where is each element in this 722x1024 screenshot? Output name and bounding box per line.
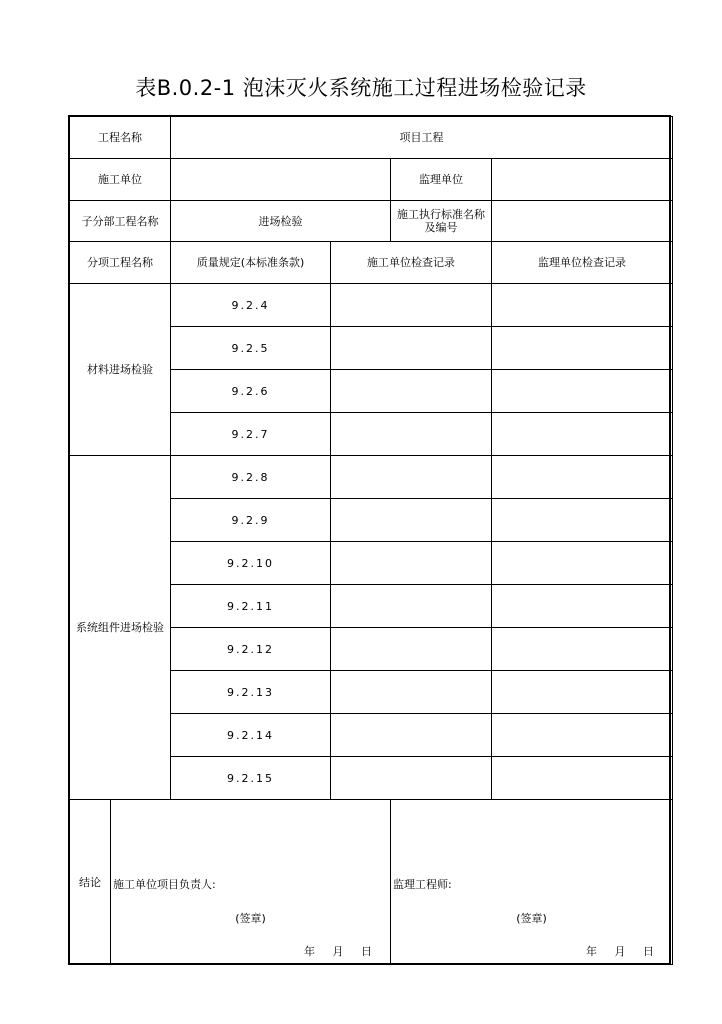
clause-number: 9.2.9 <box>171 499 331 542</box>
inspection-row <box>70 456 673 499</box>
conclusion-supervision-cell[interactable] <box>391 800 673 965</box>
conclusion-label: 结论 <box>70 800 111 965</box>
conclusion-row <box>70 800 673 965</box>
supervision-record-cell[interactable] <box>492 499 673 542</box>
supervision-signer-label: 监理工程师: <box>393 878 452 891</box>
supervision-record-cell[interactable] <box>492 413 673 456</box>
supervision-unit-value[interactable] <box>492 159 673 201</box>
standard-value[interactable] <box>492 201 673 242</box>
construction-record-cell[interactable] <box>331 542 492 585</box>
construction-record-cell[interactable] <box>331 284 492 327</box>
supervision-date: 年 月 日 <box>586 945 654 958</box>
supervision-record-cell[interactable] <box>492 327 673 370</box>
construction-record-cell[interactable] <box>331 413 492 456</box>
clause-number: 9.2.6 <box>171 370 331 413</box>
supervision-record-cell[interactable] <box>492 628 673 671</box>
clause-number: 9.2.4 <box>171 284 331 327</box>
supervision-record-cell[interactable] <box>492 542 673 585</box>
clause-number: 9.2.5 <box>171 327 331 370</box>
construction-seal: (签章) <box>235 912 266 925</box>
construction-record-cell[interactable] <box>331 370 492 413</box>
supervision-record-cell[interactable] <box>492 585 673 628</box>
group-name: 材料进场检验 <box>70 284 171 456</box>
sub-project-value[interactable]: 进场检验 <box>171 201 391 242</box>
construction-record-cell[interactable] <box>331 585 492 628</box>
supervision-record-cell[interactable] <box>492 671 673 714</box>
supervision-seal: (签章) <box>516 912 547 925</box>
construction-record-cell[interactable] <box>331 499 492 542</box>
form-title: 表B.0.2-1 泡沫灭火系统施工过程进场检验记录 <box>135 76 587 100</box>
construction-signer-label: 施工单位项目负责人: <box>113 878 216 891</box>
construction-record-cell[interactable] <box>331 714 492 757</box>
sub-project-row <box>70 201 673 242</box>
construction-record-cell[interactable] <box>331 456 492 499</box>
standard-label-line1: 施工执行标准名称 <box>397 208 485 221</box>
supervision-record-cell[interactable] <box>492 757 673 800</box>
construction-record-cell[interactable] <box>331 628 492 671</box>
supervision-unit-label: 监理单位 <box>391 159 492 201</box>
supervision-record-cell[interactable] <box>492 370 673 413</box>
construction-unit-row <box>70 159 673 201</box>
supervision-record-cell[interactable] <box>492 456 673 499</box>
clause-number: 9.2.8 <box>171 456 331 499</box>
column-header-item: 分项工程名称 <box>70 242 171 284</box>
construction-date: 年 月 日 <box>304 945 372 958</box>
clause-number: 9.2.10 <box>171 542 331 585</box>
sub-project-label: 子分部工程名称 <box>70 201 171 242</box>
project-name-label: 工程名称 <box>70 117 171 159</box>
clause-number: 9.2.14 <box>171 714 331 757</box>
project-name-row <box>70 117 673 159</box>
supervision-record-cell[interactable] <box>492 284 673 327</box>
group-name: 系统组件进场检验 <box>70 456 171 800</box>
supervision-record-cell[interactable] <box>492 714 673 757</box>
construction-record-cell[interactable] <box>331 671 492 714</box>
standard-label-line2: 及编号 <box>424 221 458 234</box>
construction-unit-value[interactable] <box>171 159 391 201</box>
clause-number: 9.2.7 <box>171 413 331 456</box>
construction-record-cell[interactable] <box>331 757 492 800</box>
inspection-form-table <box>69 116 673 965</box>
column-header-quality: 质量规定(本标准条款) <box>171 242 331 284</box>
construction-unit-label: 施工单位 <box>70 159 171 201</box>
standard-label <box>391 201 492 242</box>
clause-number: 9.2.11 <box>171 585 331 628</box>
project-name-value[interactable]: 项目工程 <box>171 117 673 159</box>
column-header-construction-record: 施工单位检查记录 <box>331 242 492 284</box>
column-header-row <box>70 242 673 284</box>
conclusion-construction-cell[interactable] <box>111 800 391 965</box>
column-header-supervision-record: 监理单位检查记录 <box>492 242 673 284</box>
clause-number: 9.2.12 <box>171 628 331 671</box>
construction-record-cell[interactable] <box>331 327 492 370</box>
inspection-row <box>70 284 673 327</box>
clause-number: 9.2.15 <box>171 757 331 800</box>
clause-number: 9.2.13 <box>171 671 331 714</box>
